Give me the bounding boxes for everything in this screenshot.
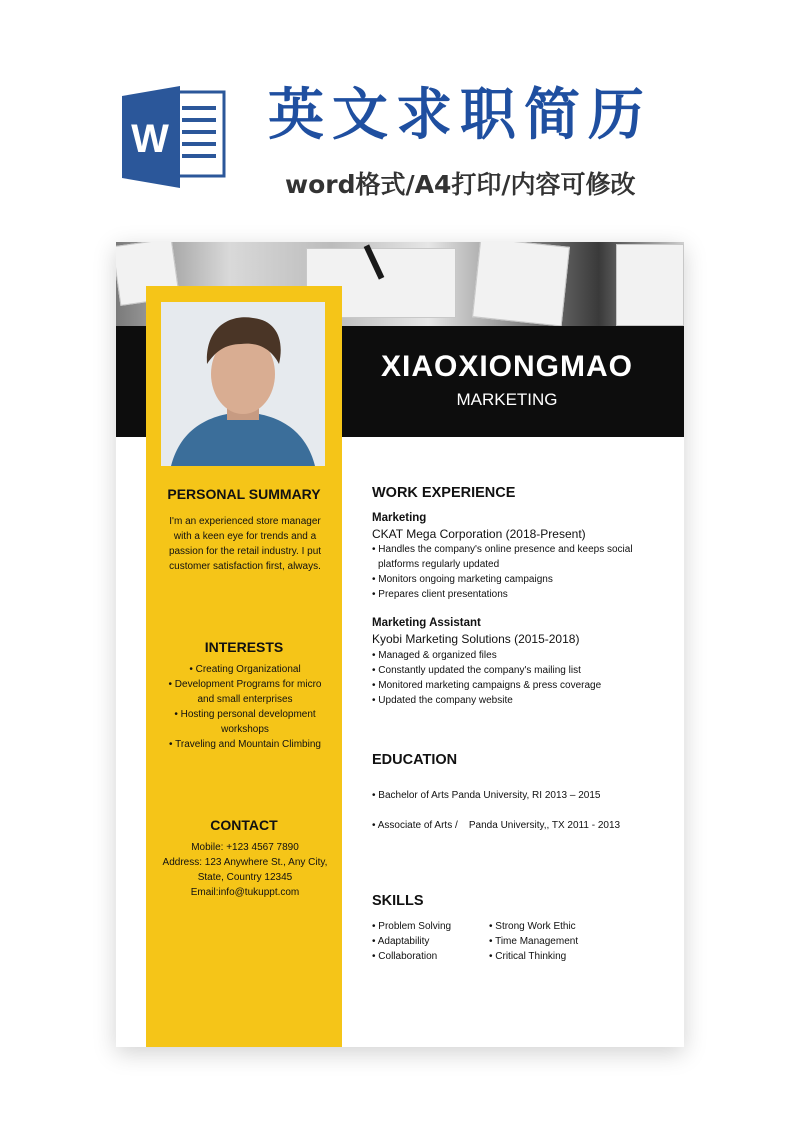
banner-subtitle: word格式/A4打印/内容可修改 [285,170,636,199]
interest-item: • Development Programs for micro and small enterprises [168,679,322,705]
contact-heading: CONTACT [210,817,278,833]
interests-heading: INTERESTS [204,639,284,655]
contact-address: Address: 123 Anywhere St., Any City, State, Country 12345 [162,857,328,883]
interests-list [160,662,330,752]
job-bullet: • Monitors ongoing marketing campaigns [372,574,553,585]
profile-photo [161,302,325,466]
job-bullet: • Handles the company's online presence and keeps social platforms regularly updated [372,544,633,570]
banner-title: 英文求职简历 [268,83,652,148]
resume-name: XIAOXIONGMAO [380,350,633,383]
contact-info [160,840,330,900]
word-document-icon [120,82,230,192]
skills-list-right [489,919,578,964]
contact-email: Email:info@tukuppt.com [190,887,300,898]
skills-list-left [372,919,451,964]
skill-item: • Strong Work Ethic [489,921,576,932]
skill-item: • Problem Solving [372,921,452,932]
personal-summary-heading: PERSONAL SUMMARY [167,486,321,502]
work-experience-heading: WORK EXPERIENCE [372,485,516,501]
skill-item: • Time Management [489,936,579,947]
job-title: Marketing [372,512,427,524]
job-bullet: • Prepares client presentations [372,589,508,600]
job-bullet: • Managed & organized files [372,650,497,661]
job-bullet: • Updated the company website [372,695,513,706]
job-title: Marketing Assistant [372,617,481,629]
interest-item: • Hosting personal development workshops [174,709,316,735]
skill-item: • Collaboration [372,951,438,962]
contact-mobile: Mobile: +123 4567 7890 [191,842,299,853]
interest-item: • Traveling and Mountain Climbing [169,739,321,750]
personal-summary-text: I'm an experienced store manager with a keen eye for trends and a passion for the retail industry. I put customer satisfaction first, always. [168,516,322,572]
education-heading: EDUCATION [372,752,458,768]
skill-item: • Critical Thinking [489,951,567,962]
job-bullet: • Constantly updated the company's mailing list [372,665,581,676]
job-company: Kyobi Marketing Solutions (2015-2018) [372,632,580,646]
job-company: CKAT Mega Corporation (2018-Present) [372,527,586,541]
job-bullets [372,542,672,602]
interest-item: • Creating Organizational [189,664,301,675]
education-item: • Bachelor of Arts Panda University, RI 2013 – 2015 [372,790,601,801]
word-icon-letter: W [131,117,169,161]
skills-heading: SKILLS [372,893,424,909]
resume-role: MARKETING [456,390,558,409]
education-item: • Associate of Arts / Panda University,, TX 2011 - 2013 [372,820,621,831]
skill-item: • Adaptability [372,936,430,947]
job-bullet: • Monitored marketing campaigns & press coverage [372,680,602,691]
resume-page [116,242,684,1047]
job-bullets [372,648,672,708]
